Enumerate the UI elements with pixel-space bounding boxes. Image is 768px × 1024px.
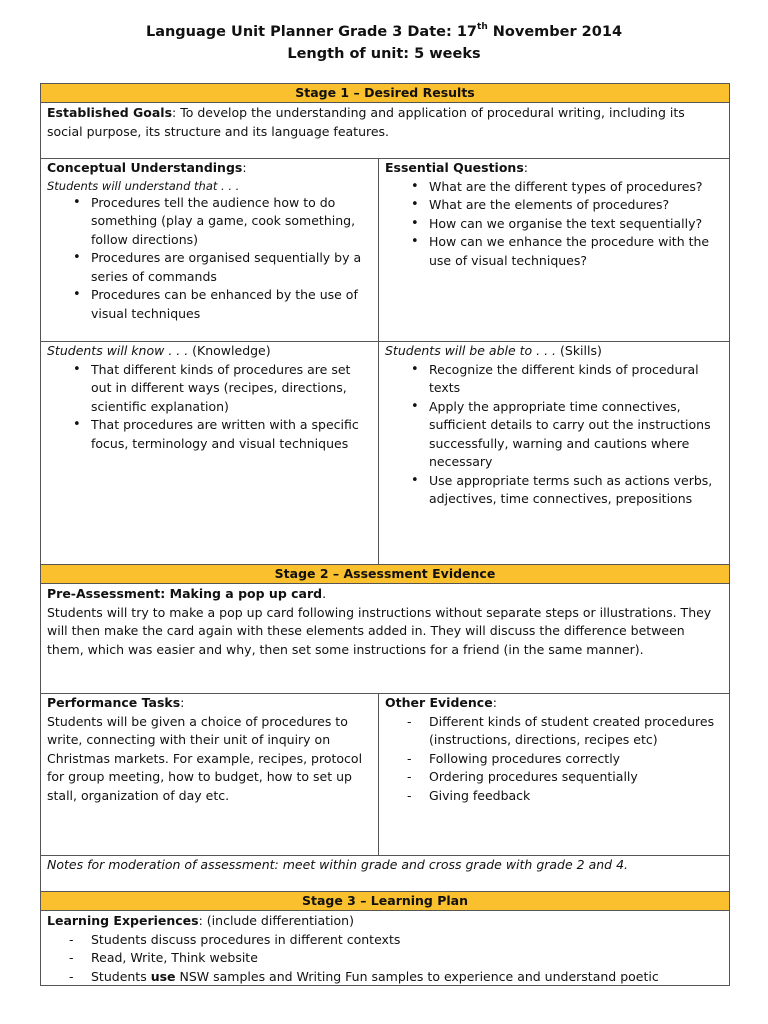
column-divider xyxy=(378,158,379,564)
learning-list xyxy=(47,931,723,987)
conceptual-understandings: Conceptual Understandings: Students will understand that . . . • Procedures tell the audience how to do something (play a game, cook something, follow directions) • Procedures are organised sequentially by a series of commands • Procedures can be enhanced by the use of visual techniques xyxy=(41,158,379,341)
pre-assessment: Pre-Assessment: Making a pop up card. Students will try to make a pop up card following instructions without separate steps or illustrations. They will then make the card again with these elements added in. They will discuss the difference between them, which was easier and why, then set some instructions for a friend (in the same manner). xyxy=(47,586,712,657)
list-item: • How can we enhance the procedure with the use of visual techniques? xyxy=(429,233,723,270)
essential-questions: Essential Questions: • What are the different types of procedures? • What are the elements of procedures? • How can we organise the text sequentially? • How can we enhance the procedure with the use of visual techniques? xyxy=(379,158,729,341)
stage3-header: Stage 3 – Learning Plan xyxy=(41,891,729,911)
list-item: - Students discuss procedures in different contexts xyxy=(91,931,723,950)
other-evidence: Other Evidence: - Different kinds of student created procedures (instructions, directions, recipes etc) - Following procedures correctly - Ordering procedures sequentially - Giving feedback xyxy=(379,693,729,855)
unit-length: Length of unit: 5 weeks xyxy=(287,46,481,62)
questions-list xyxy=(385,178,723,271)
list-item: - Giving feedback xyxy=(429,787,723,806)
conceptual-list xyxy=(47,194,373,324)
list-item: • Apply the appropriate time connectives, sufficient details to carry out the instructions successfully, warning and cautions where necessary xyxy=(429,398,723,472)
list-item: • Recognize the different kinds of procedural texts xyxy=(429,361,723,398)
page-title: Language Unit Planner Grade 3 Date: 17th November 2014 xyxy=(145,22,623,40)
established-goals: Established Goals: To develop the understanding and application of procedural writing, including its social purpose, its structure and its language features. xyxy=(47,105,685,139)
list-item: • How can we organise the text sequentially? xyxy=(429,215,723,234)
performance-tasks: Performance Tasks: Students will be given a choice of procedures to write, connecting with their unit of inquiry on Christmas markets. For example, recipes, protocol for group meeting, how to budget, how to set up stall, organization of day etc. xyxy=(47,695,363,803)
list-item: • Procedures can be enhanced by the use of visual techniques xyxy=(91,286,373,323)
knowledge-list xyxy=(47,361,373,454)
moderation-notes: Notes for moderation of assessment: meet within grade and cross grade with grade 2 and 4. xyxy=(47,857,628,872)
skills-list xyxy=(385,361,723,509)
list-item: • That procedures are written with a specific focus, terminology and visual techniques xyxy=(91,416,373,453)
list-item: • That different kinds of procedures are set out in different ways (recipes, directions, scientific explanation) xyxy=(91,361,373,417)
learning-experiences: Learning Experiences: (include differentiation) - Students discuss procedures in different contexts - Read, Write, Think website - Students use NSW samples and Writing Fun samples to experience and understand poetic xyxy=(41,911,729,986)
knowledge-cell: Students will know . . . (Knowledge) • That different kinds of procedures are set out in different ways (recipes, directions, scientific explanation) • That procedures are written with a specific focus, terminology and visual techniques xyxy=(41,341,379,564)
list-item: - Ordering procedures sequentially xyxy=(429,768,723,787)
list-item: • Use appropriate terms such as actions verbs, adjectives, time connectives, prepositions xyxy=(429,472,723,509)
planner-table xyxy=(40,83,730,986)
stage1-header: Stage 1 – Desired Results xyxy=(41,84,729,103)
list-item: • Procedures tell the audience how to do something (play a game, cook something, follow directions) xyxy=(91,194,373,250)
list-item: • What are the elements of procedures? xyxy=(429,196,723,215)
skills-cell: Students will be able to . . . (Skills) • Recognize the different kinds of procedural texts • Apply the appropriate time connectives, sufficient details to carry out the instructions successfully, warning and cautions where necessary • Use appropriate terms such as actions verbs, adjectives, time connectives, prepositions xyxy=(379,341,729,564)
list-item: - Read, Write, Think website xyxy=(91,949,723,968)
stage2-header: Stage 2 – Assessment Evidence xyxy=(41,564,729,584)
list-item: - Different kinds of student created procedures (instructions, directions, recipes etc) xyxy=(429,713,723,750)
list-item: - Students use NSW samples and Writing Fun samples to experience and understand poetic xyxy=(91,968,723,987)
column-divider xyxy=(378,693,379,855)
list-item: • What are the different types of procedures? xyxy=(429,178,723,197)
list-item: - Following procedures correctly xyxy=(429,750,723,769)
evidence-list xyxy=(385,713,723,806)
list-item: • Procedures are organised sequentially by a series of commands xyxy=(91,249,373,286)
